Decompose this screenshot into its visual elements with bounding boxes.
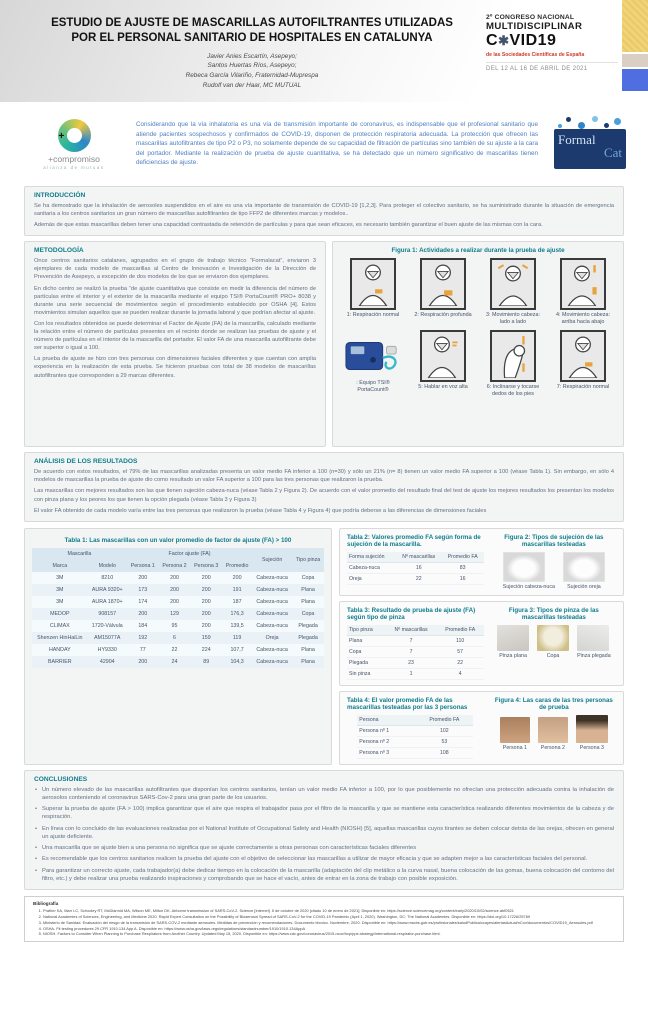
table-cell: 22 (171, 646, 178, 653)
column-header: Marca (32, 560, 88, 572)
copa-photo (537, 625, 569, 651)
covid-suffix: VID19 (509, 32, 557, 49)
section-title: INTRODUCCIÓN (34, 192, 86, 199)
column-header: Nº mascarillas (396, 552, 442, 563)
tabla1-header (32, 548, 324, 572)
column-header: Promedio FA (437, 625, 484, 636)
table-cell: Cabeza-nuca (256, 622, 288, 629)
tabla3-body (347, 635, 484, 679)
paragraph: Se ha demostrado que la inhalación de aerosoles suspendidos en el aire es una vía importante de transmisión de COVID-19 [1,2,3]. Para proteger el colectivo sanitario, se ha suministrado durante la situación de emergencia sanitaria a los centros sanitarios un gran número de mascarillas autofiltrantes de tipo FFP2 de diferentes marcas y modelos.. (34, 203, 614, 218)
bibliography-reference: 5. NIOSH. Factors to Consider When Planning to Purchase Respirators from Another Country. Updated May 15, 2020. Disponible en: https://www.cdc.gov/coronavirus/2019-ncov/hcp/ppe-strategy/international-respirator-purchase.html. (43, 931, 615, 937)
table-cell: 200 (201, 610, 211, 617)
mask-photo (503, 552, 545, 582)
column-header: Promedio FA (442, 552, 484, 563)
column-header: Persona 2 (159, 560, 191, 572)
table-cell: Plana (347, 635, 385, 646)
fit-test-activity (551, 258, 615, 326)
table-cell: 174 (138, 598, 148, 605)
tabla2-body (347, 562, 484, 584)
table-cell: 108 (415, 747, 473, 758)
table-cell: Persona nº 1 (357, 725, 415, 736)
results-right-column (339, 528, 624, 765)
table-cell: 200 (170, 574, 179, 581)
table-cell: 77 (139, 646, 146, 653)
table-cell: 16 (396, 562, 442, 573)
table-cell: 53 (415, 736, 473, 747)
column-header: Forma sujeción (347, 552, 396, 563)
table-row (32, 596, 324, 608)
authors-list (18, 52, 486, 90)
tabla1-panel (24, 528, 332, 765)
table-cell: Cabeza-nuca (347, 562, 396, 573)
table-cell: 1720-Válvula (91, 622, 123, 629)
person-sketch-icon (560, 330, 606, 382)
table-row (32, 656, 324, 668)
table-cell: 24 (171, 658, 178, 665)
person-sketch-icon (350, 258, 396, 310)
fit-test-activity (481, 258, 545, 326)
table-row (347, 573, 484, 584)
congress-line2: MULTIDISCIPLINAR (486, 21, 583, 32)
column-group: Sujeción (252, 548, 292, 572)
person-sketch-icon (490, 330, 536, 382)
covid19-wordmark (486, 32, 618, 50)
author: Santos Huertas Ríos, Asepeyo; (207, 62, 297, 70)
table-cell: 102 (415, 725, 473, 736)
tabla3-figura3-panel (339, 601, 624, 686)
paragraph: El valor FA obtenido de cada modelo varía entre las tres personas que realizaron la prueba (véase Tabla 4 y Figura 4) que podría deberse a las diferencias de dimensiones faciales (34, 507, 487, 514)
table-cell: 8210 (101, 574, 114, 581)
congress-subtitle: de las Sociedades Científicas de España (486, 51, 585, 58)
compromiso-logo-icon (58, 119, 91, 152)
column-header: Persona 3 (190, 560, 222, 572)
activity-caption: 1: Respiración normal (346, 312, 400, 319)
table-cell: AURA 9320+ (91, 586, 123, 593)
column-group: Factor ajuste (FA) (127, 548, 252, 560)
figure-title: Figura 3: Tipos de pinza de las mascarillas testeadas (508, 606, 599, 621)
section-conclusiones (24, 770, 624, 890)
tabla2-table (347, 552, 484, 585)
face-photo-item (576, 715, 608, 751)
author: Rudolf van der Haar, MC MUTUAL (202, 81, 302, 89)
page-edge-decoration (622, 0, 648, 91)
compromiso-tagline: alianza de mutuas (43, 164, 105, 170)
table-cell: Sin pinza (347, 668, 385, 679)
table-cell: 1 (385, 668, 436, 679)
section-title: CONCLUSIONES (34, 775, 88, 783)
table-row (32, 608, 324, 620)
column-header: Promedio FA (415, 715, 473, 726)
section-title: METODOLOGÍA (34, 247, 84, 255)
table-cell: 173 (138, 586, 148, 593)
face-photo-item (500, 717, 530, 751)
title-line-1: ESTUDIO DE AJUSTE DE MASCARILLAS AUTOFILTRANTES UTILIZADAS (51, 17, 453, 29)
fit-test-activity (411, 258, 475, 326)
section-metodologia (24, 241, 326, 447)
conclusion-bullet: • Para garantizar un correcto ajuste, cada trabajador(a) debe dedicar tiempo en la colocación de la mascarilla (adaptación del clip metálico a la curva nasal, buena colocación de las gomas, buena colocación del contorno del filtro, etc.) y debe realizar una prueba realizando inspiraciones y comprobando que se hace el vacío, antes de entrar en la zona de trabajo con posible exposición. (34, 867, 614, 883)
table-row (32, 644, 324, 656)
paragraph: Once centros sanitarios catalanes, agrupados en el grupo de trabajo técnico “Formalacat”, enviaron 3 ejemplares de cada modelo de mascarillas al Centro de Innovación e Investigación de la Dirección de Prevención de Asepeyo, a excepción de dos modelos de los que se enviaron dos ejemplares. (34, 258, 316, 281)
figure1-grid (341, 258, 615, 397)
conclusion-bullet: • Una mascarilla que se ajuste bien a una persona no significa que se ajuste correctamente a otras personas con características faciales diferentes (34, 844, 614, 852)
section-introduccion (24, 186, 624, 236)
page-title (18, 16, 486, 46)
table-row (347, 635, 484, 646)
pinza-photo-item (577, 625, 611, 659)
figure-title: Figura 1: Actividades a realizar durante la prueba de ajuste (391, 247, 565, 255)
plus-icon: + (58, 130, 65, 142)
conclusion-bullet: • Un número elevado de las mascarillas autofiltrantes que disponían los centros sanitarios, tenían un valor medio FA inferior a 100, por lo que posiblemente no ofrecían una protección adecuada contra la inhalación de aerosolos conteniendo el coronavirus SARS-Cov-2 para una gran parte de los usuarios. (34, 786, 614, 802)
column-header: Nº mascarillas (385, 625, 436, 636)
table-cell: 184 (138, 622, 148, 629)
table-cell: 192 (138, 634, 148, 641)
table-cell: Plana (301, 586, 315, 593)
banner (0, 102, 648, 186)
conclusion-bullet: • Es recomendable que los centros sanitarios realicen la prueba del ajuste con el objetivo de seleccionar las mascarillas a utilizar de mayor eficacia y que se adapten mejor a las características faciales del personal. (34, 855, 614, 863)
paragraph: La prueba de ajuste se hizo con tres personas con dimensiones faciales diferentes y que cuentan con amplia experiencia en la realización de esta prueba. Se hicieron pruebas con total de 38 modelos de mascarillas autofiltrantes que corresponden a 29 marcas diferentes. (34, 356, 316, 379)
table-cell: 4 (437, 668, 484, 679)
methodology-row (24, 241, 624, 447)
abstract-paragraph: Considerando que la vía inhalatoria es una vía de transmisión importante de coronavirus, es indispensable que el profesional sanitario que atiende pacientes sospechosos y confirmados de COVID-19, disponen de protección respiratoria adecuada. La protección que ofrecen las mascarillas autofiltrantes de tipo P2 o P3, no solamente depende de su capacidad de filtración de partículas sino también de su ajuste a la cara del portador. Mediante la realización de prueba de ajuste cuantitativa, se ha detectado que un número significativo de mascarillas tienen deficiencias de ajuste. (136, 121, 538, 167)
table-cell: 200 (138, 610, 148, 617)
face-photo-item (538, 717, 568, 751)
paragraph: En dicho centro se realizó la prueba “de ajuste cuantitativa que consiste en medir la diferencia del número de partículas entre el interior y el exterior de la mascarilla mediante el equipo TSI® PortaCount® PRO+ 8038 y durante una serie secuencial de movimientos según el procedimiento establecido por OSHA [4]. Estos movimientos simulan aquellos que se pueden realizar durante la jornada laboral y que podrían afectar al ajuste. (34, 285, 316, 316)
table-cell: CLIMAX (49, 622, 70, 629)
table-cell: Plegada (298, 622, 318, 629)
photo-caption: Copa (546, 652, 560, 659)
table-cell: 22 (437, 657, 484, 668)
activity-caption: 2: Respiración profunda (414, 312, 472, 319)
table-row (357, 747, 473, 758)
author: Javier Anies Escartín, Asepeyo; (207, 52, 297, 60)
tabla-3 (347, 607, 484, 680)
person-sketch-icon (490, 258, 536, 310)
table-row (32, 632, 324, 644)
table-title: Tabla 2: Valores promedio FA según forma de sujeción de la mascarilla. (347, 533, 481, 548)
persona1-face-photo (500, 717, 530, 743)
table-cell: Plana (301, 646, 315, 653)
photo-caption: Pinza plana (499, 652, 527, 659)
formalcat-line2: Cat (603, 144, 622, 160)
table-cell: 200 (232, 574, 242, 581)
tabla4-body (357, 725, 473, 758)
table-cell: 200 (170, 598, 179, 605)
bubble-dots-decoration (566, 117, 571, 122)
mask-photo-item (503, 552, 555, 590)
column-group: Mascarilla (32, 548, 127, 560)
pinza-photo-item (497, 625, 529, 659)
table-cell: 200 (201, 586, 211, 593)
title-line-2: POR EL PERSONAL SANITARIO DE HOSPITALES EN CATALUNYA (71, 31, 433, 44)
table-cell: 3M (56, 586, 64, 593)
table-cell: 159 (201, 634, 211, 641)
table-cell: Cabeza-nuca (256, 658, 288, 665)
table-cell: Copa (347, 646, 385, 657)
persona2-face-photo (538, 717, 568, 743)
table-cell: 200 (201, 574, 211, 581)
bubble-dots-decoration (578, 122, 585, 129)
tabla-2 (347, 534, 484, 590)
table-cell: Copa (301, 610, 315, 617)
table-cell: Cabeza-nuca (256, 646, 288, 653)
table-cell: 191 (232, 586, 242, 593)
table-row (357, 736, 473, 747)
figura-4 (492, 697, 616, 759)
table-cell: 6 (173, 634, 176, 641)
tabla-4 (347, 697, 484, 759)
table-title: Tabla 4: El valor promedio FA de las mascarillas testeadas por las 3 personas (347, 696, 468, 711)
section-title: ANÁLISIS DE LOS RESULTADOS (34, 458, 138, 466)
bubble-dots-decoration (592, 116, 598, 122)
table-cell: Oreja (265, 634, 279, 641)
table-cell: Persona nº 3 (357, 747, 415, 758)
bibliography-reference: 3. Ministerio de Sanidad. Evaluación del riesgo de la transmisión de SARS-COV-2 mediante aerosoles. Medidas de prevención y recomendaciones. Documento técnico. Noviembre, 2020. Disponible en: https://www.mscbs.gob.es/profesionales/saludPublica/ccayes/alertasActual/nCov/documentos/COVID19_Aerosoles.pdf (43, 920, 615, 926)
edge-blue-block (622, 69, 648, 91)
table-cell: 3M (56, 574, 64, 581)
table-cell: 224 (201, 646, 211, 653)
table-cell: Plegada (298, 634, 318, 641)
table-cell: Plegada (347, 657, 385, 668)
table-cell: 139,5 (230, 622, 244, 629)
compromiso-name: +compromiso (48, 153, 100, 164)
table-cell: 7 (385, 646, 436, 657)
column-header: Persona 1 (127, 560, 159, 572)
table-cell: 16 (442, 573, 484, 584)
bubble-dots-decoration (614, 118, 621, 125)
table-cell: Shenzen HinHaiLin (37, 634, 83, 641)
figure-title: Figura 2: Tipos de sujeción de las mascarillas testeadas (504, 533, 604, 548)
table-cell: 107,7 (230, 646, 244, 653)
column-header: Modelo (88, 560, 127, 572)
activity-caption: 5: Hablar en voz alta (418, 383, 468, 390)
table-row (347, 562, 484, 573)
figura-2 (492, 534, 616, 590)
figura-3 (492, 607, 616, 680)
photo-caption: Pinza plegada (577, 652, 611, 659)
mask-photo-item (563, 552, 605, 590)
table-row (347, 646, 484, 657)
equipment-caption: : Equipo TSI® PortaCount® (356, 379, 390, 393)
bibliography-reference: 1. Prather KA, Marr LC, Schooley RT, McDiarmid MA, Wilson ME, Milton DK. Airborne transmission of SARS-CoV-2. Science [Internet]. 5 de octubre de 2020 [citado 10 de enero de 2021]; Disponible en: https://science.sciencemag.org/content/early/2020/10/02/science.abf0521 (43, 908, 615, 914)
bibliography-list (43, 908, 615, 937)
photo-caption: Persona 3 (579, 744, 604, 751)
table-cell: 42904 (99, 658, 115, 665)
figure1-column (332, 241, 624, 447)
table-cell: MEDOP (50, 610, 70, 617)
figure2-photos (492, 552, 616, 590)
table-cell: AURA 1870+ (91, 598, 123, 605)
person-sketch-icon (420, 330, 466, 382)
table-cell: 129 (170, 610, 179, 617)
table-cell: Plana (301, 658, 315, 665)
activity-caption: 6: Inclinarse y tocarse dedos de los pies (486, 383, 540, 397)
author: Rebeca García Vilariño, Fraternidad-Muprespa (185, 72, 319, 80)
compromiso-logo (26, 119, 122, 170)
table-cell: 200 (138, 658, 148, 665)
tabla4-table (357, 715, 473, 759)
table-cell: 83 (442, 562, 484, 573)
table-cell: 22 (396, 573, 442, 584)
pinza-plana-photo (497, 625, 529, 651)
figure-title: Figura 4: Las caras de las tres personas de prueba (494, 696, 613, 711)
table-cell: 57 (437, 646, 484, 657)
table-cell: 908157 (98, 610, 117, 617)
persona3-face-photo (576, 715, 608, 743)
congress-logo (486, 8, 618, 102)
conclusions-list (34, 786, 614, 883)
results-row (24, 528, 624, 765)
table-title: Tabla 1: Las mascarillas con un valor promedio de factor de ajuste (FA) > 100 (64, 536, 292, 544)
table-cell: 3M (56, 598, 64, 605)
header (0, 0, 648, 102)
bibliography-title: Bibliografía (33, 900, 59, 906)
bibliography-reference: 4. OSHA. Fit testing procedures 29 CFR 1910.134 App A. Disponible en: https://www.osha.gov/laws-regs/regulations/standardnumber/1910/1910.134AppA (43, 926, 615, 932)
bibliography-reference: 2. National Academies of Sciences, Engineering, and Medicine 2020. Rapid Expert Consultation on the Possibility of Bioaerosol Spread of SARS-CoV-2 for the COVID-19 Pandemic (April 1, 2020). Washington, DC: The National Academies. Disponible en: https://doi.org/10.17226/25769 (43, 914, 615, 920)
pinza-photo-item (537, 625, 569, 659)
paragraph: Con los resultados obtenidos se puede determinar el Factor de Ajuste (FA) de la mascarilla, calculado mediante la relación entre el número de partículas presentes en el recinto donde se realizan las pruebas de ajuste y el número de partículas en el interior de la mascarilla del portador. El valor FA de una mascarilla autofiltrante debe ser superior o igual a 100. (34, 320, 316, 352)
conclusion-bullet: • En línea con lo concluido de las evaluaciones realizadas por el National Institute of Occupational Safety and Health (NIOSH) [5], aquellas mascarillas cuyos tirantes se deben colocar detrás de las orejas, ofrecen en general un ajuste deficiente. (34, 825, 614, 841)
paragraph: De acuerdo con estos resultados, el 79% de las mascarillas analizadas presenta un valor medio FA inferior a 100 (n=30) y sólo un 21% (n= 8) tienen un valor medio FA superior a 100 (véase Tabla 1). Sin embargo, en sólo 4 modelos de mascarillas la prueba de ajuste dio como resultado un valor FA superior a 100 para las tres personas que realizaron la prueba. (34, 469, 614, 484)
column-header: Persona (357, 715, 415, 726)
table-cell: Oreja (347, 573, 396, 584)
person-sketch-icon (560, 258, 606, 310)
table-cell: Persona nº 2 (357, 736, 415, 747)
table-title: Tabla 3: Resultado de prueba de ajuste (FA) según tipo de pinza (347, 606, 476, 621)
portacount-equipment (341, 330, 405, 398)
photo-caption: Sujeción oreja (567, 583, 601, 590)
formalcat-logo (552, 115, 630, 173)
photo-caption: Persona 1 (502, 744, 527, 751)
tabla4-figura4-panel (339, 691, 624, 765)
bubble-dots-decoration (604, 123, 609, 128)
formalcat-line1: Formal (558, 132, 596, 147)
table-cell: 110 (437, 635, 484, 646)
photo-caption: Sujeción cabeza-nuca (502, 583, 555, 590)
photo-caption: Persona 2 (540, 744, 565, 751)
table-cell: Cabeza-nuca (256, 574, 288, 581)
congress-dates: DEL 12 AL 16 DE ABRIL DE 2021 (486, 62, 618, 72)
fit-test-activity (341, 258, 405, 326)
fit-test-activity (551, 330, 615, 398)
pinza-plegada-photo (577, 625, 609, 651)
table-cell: Cabeza-nuca (256, 586, 288, 593)
table-cell: BARRIER (48, 658, 72, 665)
activity-caption: 3: Movimiento cabeza: lado a lado (486, 312, 540, 326)
bubble-dots-decoration (558, 124, 562, 128)
table-cell: AM15077A (94, 634, 121, 641)
person-sketch-icon (420, 258, 466, 310)
fit-test-activity (481, 330, 545, 398)
table-cell: 89 (203, 658, 210, 665)
activity-caption: 4: Movimiento cabeza: arriba hacia abajo (556, 312, 610, 326)
table-cell: HY9330 (97, 646, 117, 653)
table-row (347, 657, 484, 668)
figure4-photos (492, 715, 616, 751)
table-row (32, 620, 324, 632)
table-cell: 187 (232, 598, 242, 605)
figure3-photos (492, 625, 616, 659)
tabla-1 (24, 528, 332, 765)
section-analisis (24, 452, 624, 521)
table-cell: HANDAY (48, 646, 71, 653)
mask-photo (563, 552, 605, 582)
table-cell: 176,3 (230, 610, 244, 617)
portacount-device-icon (344, 334, 402, 378)
virus-icon: ✱ (498, 33, 510, 48)
column-group: Tipo pinza (292, 548, 324, 572)
edge-yellow-block (622, 0, 648, 52)
tabla1-table (32, 548, 324, 668)
edge-tan-block (622, 54, 648, 67)
table-cell: 7 (385, 635, 436, 646)
table-row (347, 668, 484, 679)
paragraph: Además de que estas mascarillas deben tener una capacidad contrastada de retención de partículas y para que sean eficaces, es necesario también garantizar el buen ajuste de las mismas con la cara. (34, 222, 543, 229)
formalcat-box (554, 129, 626, 169)
section-bibliografia (24, 896, 624, 942)
figura-1 (332, 241, 624, 447)
table-cell: 23 (385, 657, 436, 668)
covid-prefix: C (486, 32, 499, 49)
table-cell: Cabeza-nuca (256, 598, 288, 605)
table-cell: 104,3 (230, 658, 244, 665)
congress-line1: 2º CONGRESO NACIONAL (486, 14, 575, 21)
table-row (32, 572, 324, 584)
tabla3-table (347, 625, 484, 680)
table-cell: Cabeza-nuca (256, 610, 288, 617)
activity-caption: 7: Respiración normal (556, 383, 610, 390)
fit-test-activity (411, 330, 475, 398)
methodology-column (24, 241, 326, 447)
tabla1-body (32, 572, 324, 668)
table-cell: 200 (138, 574, 148, 581)
paragraph: Las mascarillas con mejores resultados son las que tienen sujeción cabeza-nuca (véase Tabla 2 y Figura 2). De acuerdo con el valor promedio del resultado final del test de ajuste los mejores resultados los presentan los modelos con pinza plana y los peores los que tienen la opción plegada (véase Tabla 3 y Figura 3) (34, 488, 614, 503)
table-cell: Copa (301, 574, 315, 581)
conclusion-bullet: • Superar la prueba de ajuste (FA > 100) implica garantizar que el aire que respira el trabajador pasa por el filtro de la mascarilla y que se mantiene esta característica realizando diferentes movimientos de la cabeza y de respiración. (34, 805, 614, 821)
table-cell: Plana (301, 598, 315, 605)
table-cell: 200 (201, 598, 211, 605)
header-main (18, 8, 486, 102)
table-cell: 119 (232, 634, 242, 641)
table-cell: 200 (201, 622, 211, 629)
table-cell: 95 (171, 622, 178, 629)
column-header: Promedio (222, 560, 252, 572)
poster-content (0, 186, 648, 942)
table-row (357, 725, 473, 736)
column-header: Tipo pinza (347, 625, 385, 636)
tabla2-figura2-panel (339, 528, 624, 596)
table-cell: 200 (170, 586, 179, 593)
table-row (32, 584, 324, 596)
